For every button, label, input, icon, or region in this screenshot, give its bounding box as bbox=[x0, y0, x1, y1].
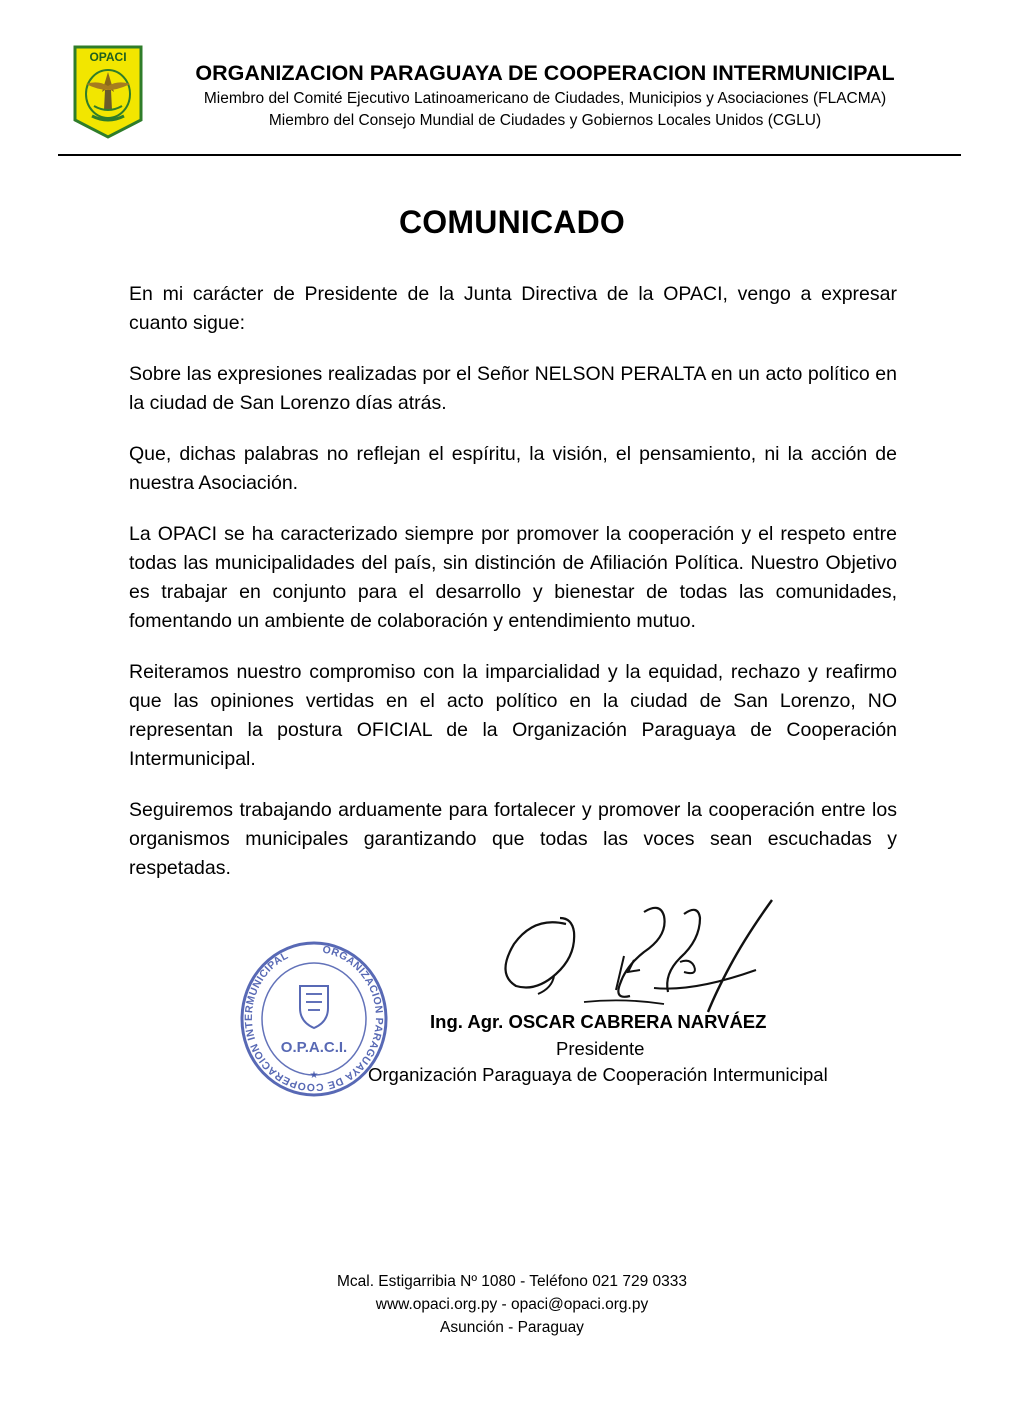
stamp-star: ★ bbox=[309, 1070, 319, 1081]
membership-line-2: Miembro del Consejo Mundial de Ciudades y Gobiernos Locales Unidos (CGLU) bbox=[268, 112, 822, 129]
document-title: COMUNICADO bbox=[399, 204, 625, 240]
signatory-name: Ing. Agr. OSCAR CABRERA NARVÁEZ bbox=[430, 1011, 767, 1032]
paragraph: La OPACI se ha caracterizado siempre por promover la cooperación y el respeto entre todas las municipalidades del país, sin distinción de Afiliación Política. Nuestro Objetivo es trabajar en conjunto para el desarrollo y bienestar de todas las comunidades, fomentando un ambiente de colaboración y entendimiento mutuo. bbox=[129, 523, 897, 632]
footer-city: Asunción - Paraguay bbox=[440, 1319, 584, 1336]
signatory-role: Presidente bbox=[556, 1038, 645, 1059]
opaci-logo-graphic bbox=[72, 44, 144, 140]
document-body bbox=[129, 280, 897, 905]
paragraph: Sobre las expresiones realizadas por el Señor NELSON PERALTA en un acto político en la ciudad de San Lorenzo días atrás. bbox=[129, 363, 897, 414]
opaci-logo bbox=[72, 44, 144, 140]
membership-line-1: Miembro del Comité Ejecutivo Latinoamericano de Ciudades, Municipios y Asociaciones (FLACMA) bbox=[203, 90, 887, 107]
paragraph: Seguiremos trabajando arduamente para fortalecer y promover la cooperación entre los organismos municipales garantizando que todas las voces sean escuchadas y respetadas. bbox=[129, 799, 897, 879]
paragraph: Reiteramos nuestro compromiso con la imparcialidad y la equidad, rechazo y reafirmo que las opiniones vertidas en el acto político en la ciudad de San Lorenzo, NO representan la postura OFICIAL de la Organización Paraguaya de Cooperación Intermunicipal. bbox=[129, 661, 897, 770]
signatory-organization: Organización Paraguaya de Cooperación Intermunicipal bbox=[368, 1064, 828, 1085]
footer-address: Mcal. Estigarribia Nº 1080 - Teléfono 021 729 0333 bbox=[336, 1273, 688, 1290]
paragraph: Que, dichas palabras no reflejan el espíritu, la visión, el pensamiento, ni la acción de nuestra Asociación. bbox=[129, 443, 897, 494]
handwritten-signature bbox=[494, 896, 784, 1014]
logo-text: OPACI bbox=[89, 50, 127, 64]
stamp-ring-text: ORGANIZACION PARAGUAYA DE COOPERACION INTERMUNICIPAL bbox=[242, 943, 386, 1094]
signature-graphic bbox=[494, 896, 784, 1014]
paragraph: En mi carácter de Presidente de la Junta Directiva de la OPACI, vengo a expresar cuanto sigue: bbox=[129, 283, 897, 334]
stamp-center-text: O.P.A.C.I. bbox=[280, 1039, 348, 1056]
organization-name: ORGANIZACION PARAGUAYA DE COOPERACION INTERMUNICIPAL bbox=[195, 61, 895, 85]
header-divider bbox=[58, 154, 961, 156]
footer-web-email: www.opaci.org.py - opaci@opaci.org.py bbox=[375, 1296, 649, 1313]
